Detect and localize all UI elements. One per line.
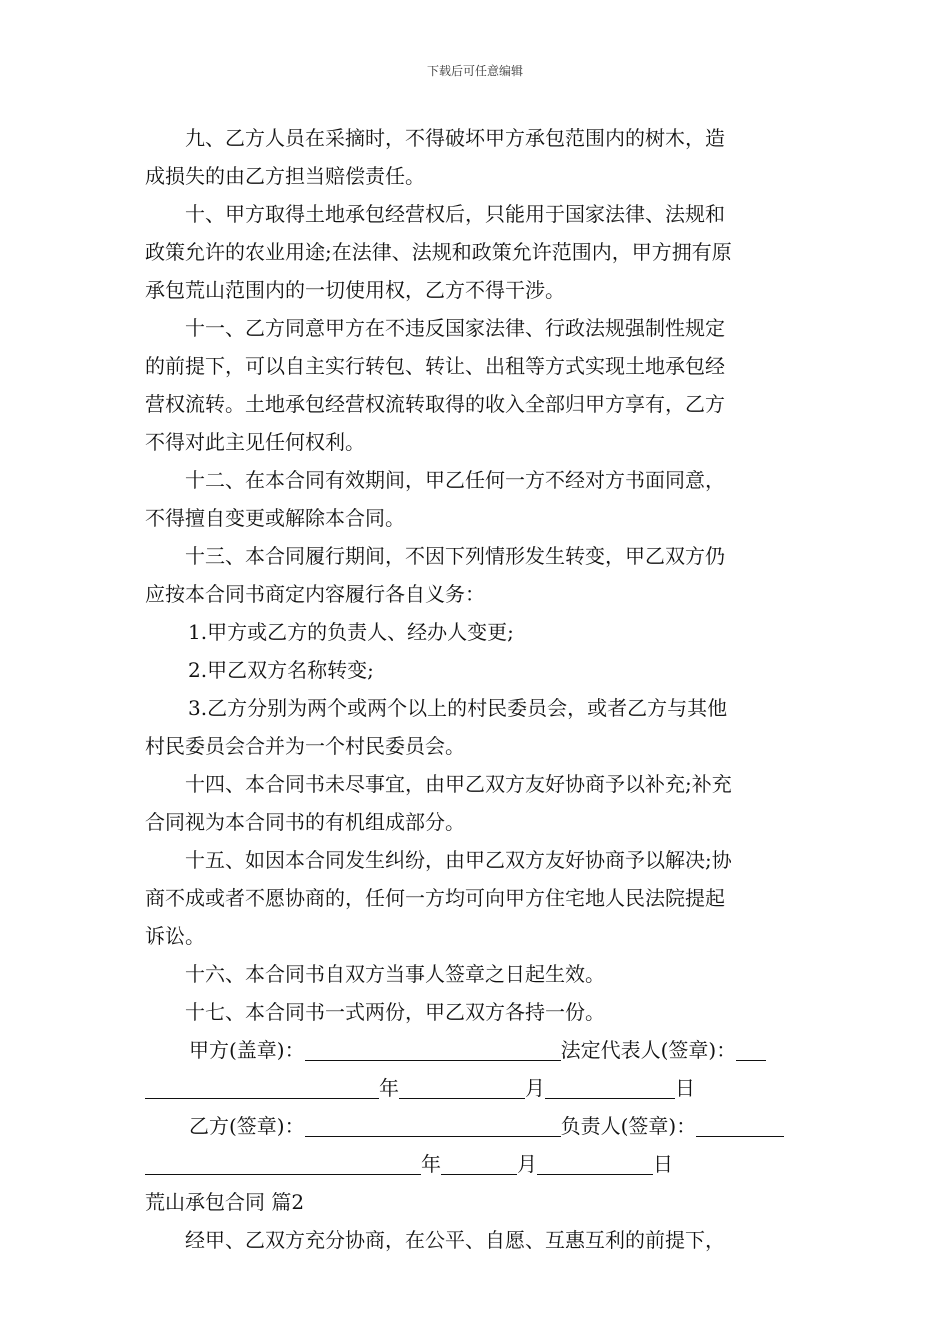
clause-11-line: 不得对此主见任何权利。 bbox=[145, 430, 365, 454]
clause-11-line: 的前提下，可以自主实行转包、转让、出租等方式实现土地承包经 bbox=[145, 354, 725, 378]
clause-11-line: 十一、乙方同意甲方在不违反国家法律、行政法规强制性规定 bbox=[185, 316, 725, 340]
party-b-month-blank[interactable] bbox=[537, 1148, 653, 1175]
clause-14-line: 十四、本合同书未尽事宜，由甲乙双方友好协商予以补充;补充 bbox=[185, 772, 732, 796]
party-a-year-blank[interactable] bbox=[399, 1072, 525, 1099]
page-header: 下载后可任意编辑 bbox=[426, 64, 523, 78]
day-label: 日 bbox=[675, 1076, 695, 1100]
clause-10-line: 承包荒山范围内的一切使用权，乙方不得干涉。 bbox=[145, 278, 565, 302]
clause-12-line: 十二、在本合同有效期间，甲乙任何一方不经对方书面同意， bbox=[185, 468, 725, 492]
party-b-year-blank[interactable] bbox=[441, 1148, 517, 1175]
clause-13-line: 十三、本合同履行期间，不因下列情形发生转变，甲乙双方仍 bbox=[185, 544, 725, 568]
clause-16-line: 十六、本合同书自双方当事人签章之日起生效。 bbox=[185, 962, 605, 986]
year-label: 年 bbox=[421, 1152, 441, 1176]
party-b-label: 乙方(签章)： bbox=[189, 1114, 305, 1138]
list-item bbox=[145, 651, 807, 689]
list-item bbox=[145, 689, 807, 765]
party-a-month-blank[interactable] bbox=[545, 1072, 675, 1099]
clause-16 bbox=[145, 955, 807, 993]
party-b-rep-blank-cont[interactable] bbox=[145, 1148, 421, 1175]
clause-15-line: 十五、如因本合同发生纠纷，由甲乙双方友好协商予以解决;协 bbox=[185, 848, 732, 872]
contract-body bbox=[145, 119, 807, 1259]
party-a-rep-blank-cont[interactable] bbox=[145, 1072, 379, 1099]
party-a-signature-line bbox=[145, 1031, 807, 1069]
party-b-sign-blank[interactable] bbox=[305, 1110, 561, 1137]
clause-15 bbox=[145, 841, 807, 955]
clause-9-line: 九、乙方人员在采摘时，不得破坏甲方承包范围内的树木，造 bbox=[185, 126, 725, 150]
year-label: 年 bbox=[379, 1076, 399, 1100]
clause-12 bbox=[145, 461, 807, 537]
month-label: 月 bbox=[525, 1076, 545, 1100]
clause-17-line: 十七、本合同书一式两份，甲乙双方各持一份。 bbox=[185, 1000, 605, 1024]
party-b-rep-label: 负责人(签章)： bbox=[560, 1114, 697, 1138]
party-a-rep-blank[interactable] bbox=[736, 1034, 766, 1061]
list-item-line: 村民委员会合并为一个村民委员会。 bbox=[145, 734, 465, 758]
clause-11-line: 营权流转。土地承包经营权流转取得的收入全部归甲方享有，乙方 bbox=[145, 392, 725, 416]
section-2-title: 荒山承包合同 篇2 bbox=[145, 1190, 305, 1214]
clause-9 bbox=[145, 119, 807, 195]
month-label: 月 bbox=[517, 1152, 537, 1176]
clause-11 bbox=[145, 309, 807, 461]
list-item-line: 3.乙方分别为两个或两个以上的村民委员会，或者乙方与其他 bbox=[188, 696, 728, 720]
party-b-rep-blank[interactable] bbox=[696, 1110, 784, 1137]
list-item bbox=[145, 613, 807, 651]
day-label: 日 bbox=[653, 1152, 673, 1176]
clause-13 bbox=[145, 537, 807, 613]
list-item-line: 2.甲乙双方名称转变; bbox=[188, 658, 374, 682]
party-b-signature-line bbox=[145, 1107, 807, 1145]
section-2-first-paragraph: 经甲、乙双方充分协商，在公平、自愿、互惠互利的前提下， bbox=[185, 1228, 725, 1252]
clause-12-line: 不得擅自变更或解除本合同。 bbox=[145, 506, 405, 530]
clause-17 bbox=[145, 993, 807, 1031]
list-item-line: 1.甲方或乙方的负责人、经办人变更; bbox=[188, 620, 514, 644]
party-b-date-line bbox=[145, 1145, 807, 1183]
clause-9-line: 成损失的由乙方担当赔偿责任。 bbox=[145, 164, 425, 188]
clause-15-line: 诉讼。 bbox=[145, 924, 205, 948]
clause-10-line: 政策允许的农业用途;在法律、法规和政策允许范围内，甲方拥有原 bbox=[145, 240, 732, 264]
clause-15-line: 商不成或者不愿协商的，任何一方均可向甲方住宅地人民法院提起 bbox=[145, 886, 725, 910]
clause-14 bbox=[145, 765, 807, 841]
party-a-date-line bbox=[145, 1069, 807, 1107]
party-a-label: 甲方(盖章)： bbox=[189, 1038, 305, 1062]
clause-13-line: 应按本合同书商定内容履行各自义务： bbox=[145, 582, 485, 606]
clause-10 bbox=[145, 195, 807, 309]
clause-10-line: 十、甲方取得土地承包经营权后，只能用于国家法律、法规和 bbox=[185, 202, 725, 226]
clause-14-line: 合同视为本合同书的有机组成部分。 bbox=[145, 810, 465, 834]
party-a-seal-blank[interactable] bbox=[305, 1034, 561, 1061]
party-a-rep-label: 法定代表人(签章)： bbox=[560, 1038, 737, 1062]
